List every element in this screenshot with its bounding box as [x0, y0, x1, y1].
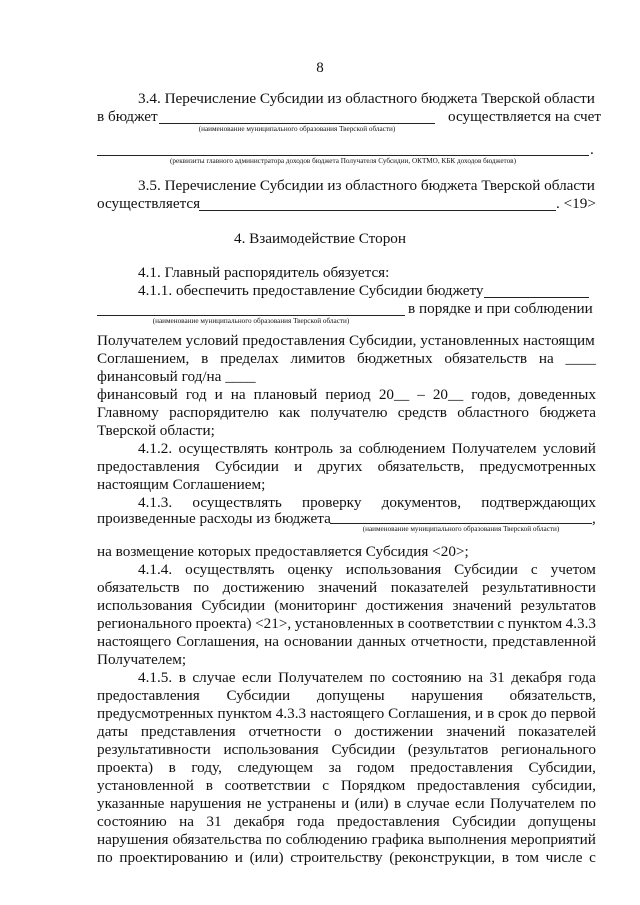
word: до	[531, 705, 547, 722]
clause-4-1-5-line-3	[97, 705, 596, 723]
clause-4-1: 4.1. Главный распорядитель обязуется:	[138, 264, 390, 281]
clause-4-1-5-line-8	[97, 795, 596, 813]
word: нарушения	[97, 831, 169, 848]
word: устранены	[267, 795, 336, 812]
word: графика	[371, 831, 424, 848]
word: областного	[457, 404, 530, 421]
word: 20__	[432, 386, 464, 403]
clause-4-1-1-line-6	[97, 386, 596, 404]
footnote-19: . <19>	[556, 195, 596, 212]
word: в	[487, 705, 495, 722]
word: и	[294, 458, 303, 475]
word: Субсидии	[452, 813, 516, 830]
municipality-caption: (наименование муниципального образования Тверской области)	[198, 125, 396, 133]
word: Соглашением,	[97, 350, 190, 367]
word: в	[501, 849, 509, 866]
clause-4-1-3-line-3: на возмещение которых предоставляется Субсидия <20>;	[97, 543, 469, 560]
word: (результатов	[407, 741, 489, 758]
section-heading: 4. Взаимодействие Сторон	[233, 230, 407, 247]
word: о	[334, 723, 342, 740]
word: декабря	[511, 669, 562, 686]
word: бюджета	[539, 404, 596, 421]
word: достижения	[365, 597, 444, 614]
clause-4-1-5-line-9	[97, 813, 596, 831]
word: если	[455, 795, 485, 812]
word: числе	[545, 849, 583, 866]
clause-4-1-1-line-7	[97, 404, 596, 422]
clause-4-1-3-line-2: произведенные расходы из бюджета	[97, 510, 331, 527]
word: значений	[452, 597, 512, 614]
clause-4-1-5-line-1	[138, 669, 596, 687]
clause-4-1-1-line-4	[97, 350, 596, 368]
word: результативности	[97, 741, 211, 758]
word: 4.1.5.	[138, 669, 173, 686]
word: соблюдению	[285, 831, 368, 848]
word: на	[264, 633, 280, 650]
word: года	[568, 669, 596, 686]
word: средств	[397, 404, 447, 421]
clause-4-1-1-order-label: в порядке и при соблюдении	[408, 300, 593, 317]
word: использования	[223, 741, 319, 758]
page-number: 8	[316, 60, 324, 76]
word: Субсидии	[226, 687, 291, 704]
word: случае	[406, 795, 450, 812]
clause-4-1-4-line-5	[97, 633, 596, 651]
word: настоящего	[97, 633, 172, 650]
word: настоящего	[310, 705, 385, 722]
word: 4.3.3	[565, 615, 596, 632]
word: установленных	[294, 615, 394, 632]
word: за	[339, 440, 353, 457]
word: обязательств,	[377, 458, 465, 475]
word: в	[397, 615, 405, 632]
clause-4-1-3-comma: ,	[592, 510, 596, 527]
word: в	[201, 350, 209, 367]
word: регионального	[501, 741, 596, 758]
word: срок	[498, 705, 528, 722]
word: период	[325, 386, 371, 403]
word: предусмотренных	[97, 705, 214, 722]
word: как	[278, 404, 301, 421]
clause-4-1-5-line-4	[97, 723, 596, 741]
clause-3-4-budget-label: в бюджет	[97, 108, 158, 125]
word: субсидии,	[531, 777, 596, 794]
word: бюджетных	[356, 350, 433, 367]
word: 20__	[378, 386, 410, 403]
word: отчетности	[248, 723, 322, 740]
word: предоставления	[410, 759, 513, 776]
transfer-blank-line	[199, 210, 556, 211]
clause-3-4-account-label: осуществляется на счет	[448, 108, 602, 125]
word: по	[193, 579, 210, 596]
word: не	[246, 795, 262, 812]
word: в	[394, 795, 402, 812]
clause-4-1-5-line-6	[97, 759, 596, 777]
clause-3-5-line-2-start: осуществляется	[97, 195, 201, 212]
word: результативности	[482, 579, 596, 596]
word: соответствии	[408, 615, 494, 632]
word: год	[185, 386, 207, 403]
word: проекта)	[97, 759, 154, 776]
word: по	[369, 669, 386, 686]
clause-3-4-line-1: 3.4. Перечисление Субсидии из областного бюджета Тверской области	[138, 90, 595, 107]
word: лимитов	[290, 350, 346, 367]
word: проекта)	[195, 615, 252, 632]
word: плановый	[253, 386, 318, 403]
word: с	[589, 849, 596, 866]
word: данных	[357, 633, 407, 650]
word: году,	[191, 759, 222, 776]
word: следующем	[237, 759, 314, 776]
word: показателей	[390, 579, 469, 596]
word: представления	[140, 723, 236, 740]
word: годов,	[471, 386, 511, 403]
word: пределах	[220, 350, 279, 367]
clause-4-1-5-line-2	[97, 687, 596, 705]
word: нарушения	[169, 795, 242, 812]
word: том	[515, 849, 539, 866]
word: осуществлять	[178, 440, 268, 457]
word: на	[179, 813, 195, 830]
word: с	[497, 615, 505, 632]
word: проверку	[301, 494, 362, 511]
clause-4-1-2-line-1	[138, 440, 596, 458]
word: условий	[543, 440, 596, 457]
word: Получателем	[451, 440, 537, 457]
word: других	[317, 458, 363, 475]
word: проектированию	[119, 849, 229, 866]
municipality-blank-line	[330, 523, 592, 524]
clause-4-1-4-line-2	[97, 579, 596, 597]
word: результатов	[520, 597, 596, 614]
word: Соглашения,	[388, 705, 472, 722]
word: 31	[206, 813, 222, 830]
word: даты	[97, 723, 128, 740]
word: 4.1.4.	[138, 561, 173, 578]
requisites-period: .	[590, 141, 594, 158]
word: если	[241, 669, 272, 686]
clause-4-1-2-line-2	[97, 458, 596, 476]
word: достижении	[354, 723, 434, 740]
word: 4.1.3.	[138, 494, 173, 511]
word: предоставления	[336, 813, 440, 830]
word: ____	[565, 350, 596, 367]
word: за	[328, 759, 342, 776]
word: предусмотренных	[479, 458, 596, 475]
word: –	[417, 386, 425, 403]
word: Субсидии	[454, 561, 518, 578]
municipality-caption: (наименование муниципального образования Тверской области)	[152, 317, 350, 325]
word: осуществлять	[192, 494, 282, 511]
word: учетом	[550, 561, 596, 578]
word: в	[178, 669, 186, 686]
word: получателю	[310, 404, 388, 421]
word: строительству	[290, 849, 383, 866]
word: с	[322, 777, 330, 794]
word: выполнения	[428, 831, 507, 848]
word: Главному	[97, 404, 159, 421]
clause-4-1-4-line-6: Получателем;	[97, 651, 187, 668]
word: в	[205, 777, 213, 794]
word: состоянию	[97, 813, 167, 830]
word: допущены	[528, 813, 596, 830]
word: первой	[550, 705, 596, 722]
word: Порядком	[340, 777, 406, 794]
word: показателей	[518, 723, 596, 740]
word: значений	[446, 723, 506, 740]
word: Получателем	[278, 669, 363, 686]
clause-4-1-4-line-3	[97, 597, 596, 615]
word: оценку	[287, 561, 333, 578]
word: (или)	[249, 849, 284, 866]
word: Субсидии	[201, 597, 266, 614]
word: контроль	[274, 440, 333, 457]
word: на	[468, 669, 483, 686]
word: годом	[356, 759, 395, 776]
word: предоставления	[417, 777, 520, 794]
clause-4-1-1-line-3: Получателем условий предоставления Субсидии, установленных настоящим	[97, 332, 595, 349]
clause-4-1-1-line-5: финансовый год/на ____	[97, 368, 256, 385]
word: в	[168, 759, 176, 776]
word: отчетности,	[410, 633, 488, 650]
clause-4-1-5-line-5	[97, 741, 596, 759]
word: по	[265, 831, 282, 848]
word: и	[475, 705, 484, 722]
word: основании	[283, 633, 353, 650]
word: на	[230, 386, 246, 403]
clause-4-1-1-line-8: Тверской области;	[97, 422, 215, 439]
word: Субсидии	[331, 741, 396, 758]
word: подтверждающих	[481, 494, 596, 511]
word: представленной	[492, 633, 596, 650]
budget-blank-line	[484, 297, 589, 298]
word: Соглашения,	[176, 633, 260, 650]
word: использования	[97, 597, 193, 614]
requisites-blank-line	[97, 155, 589, 156]
word: (мониторинг	[274, 597, 357, 614]
word: случае	[192, 669, 236, 686]
word: 4.3.3	[275, 705, 307, 722]
word: 4.1.2.	[138, 440, 173, 457]
word: нарушения	[411, 687, 483, 704]
word: и	[214, 386, 223, 403]
requisites-caption: (реквизиты главного администратора доходов бюджета Получателя Субсидии, ОКТМО, КБК доходов бюджетов)	[170, 157, 516, 165]
word: состоянию	[391, 669, 462, 686]
word: обязательства	[172, 831, 262, 848]
word: значений	[318, 579, 378, 596]
word: соблюдением	[358, 440, 446, 457]
word: 31	[489, 669, 505, 686]
word: соответствии	[224, 777, 311, 794]
word: указанные	[97, 795, 165, 812]
word: регионального	[97, 615, 192, 632]
word: по	[97, 849, 113, 866]
word: Получателем	[489, 795, 575, 812]
clause-4-1-4-line-1	[138, 561, 596, 579]
word: обязательств,	[509, 687, 596, 704]
word: обязательств	[97, 579, 180, 596]
clause-4-1-5-line-7	[97, 777, 596, 795]
clause-4-1-5-line-10	[97, 831, 596, 849]
word: декабря	[233, 813, 285, 830]
word: осуществлять	[185, 561, 275, 578]
word: предоставления	[97, 687, 200, 704]
word: (реконструкции,	[389, 849, 496, 866]
word: достижению	[222, 579, 305, 596]
word: пунктом	[217, 705, 272, 722]
word: финансовый	[97, 386, 178, 403]
word: и	[341, 795, 350, 812]
word: <21>,	[255, 615, 292, 632]
word: документов,	[381, 494, 461, 511]
municipality-caption: (наименование муниципального образования Тверской области)	[362, 525, 560, 533]
word: на	[538, 350, 554, 367]
clause-4-1-4-line-4	[97, 615, 596, 633]
word: с	[530, 561, 538, 578]
clause-4-1-1-line-1: 4.1.1. обеспечить предоставление Субсидии бюджету	[138, 282, 484, 299]
word: доведенных	[518, 386, 596, 403]
word: распорядителю	[169, 404, 269, 421]
word: (или)	[354, 795, 389, 812]
word: установленной	[97, 777, 194, 794]
municipality-blank-line	[159, 123, 435, 124]
word: и	[234, 849, 243, 866]
clause-3-5-line-1: 3.5. Перечисление Субсидии из областного бюджета Тверской области	[138, 177, 595, 194]
word: пунктом	[507, 615, 563, 632]
clause-4-1-2-line-3: настоящим Соглашением;	[97, 476, 266, 493]
word: Субсидии	[215, 458, 279, 475]
word: по	[580, 795, 596, 812]
word: обязательств	[444, 350, 528, 367]
word: мероприятий	[510, 831, 596, 848]
word: использования	[345, 561, 442, 578]
word: предоставления	[97, 458, 200, 475]
word: года	[297, 813, 325, 830]
municipality-blank-line	[97, 315, 405, 316]
word: Субсидии,	[528, 759, 596, 776]
word: допущены	[316, 687, 385, 704]
clause-4-1-5-line-11	[97, 849, 596, 867]
